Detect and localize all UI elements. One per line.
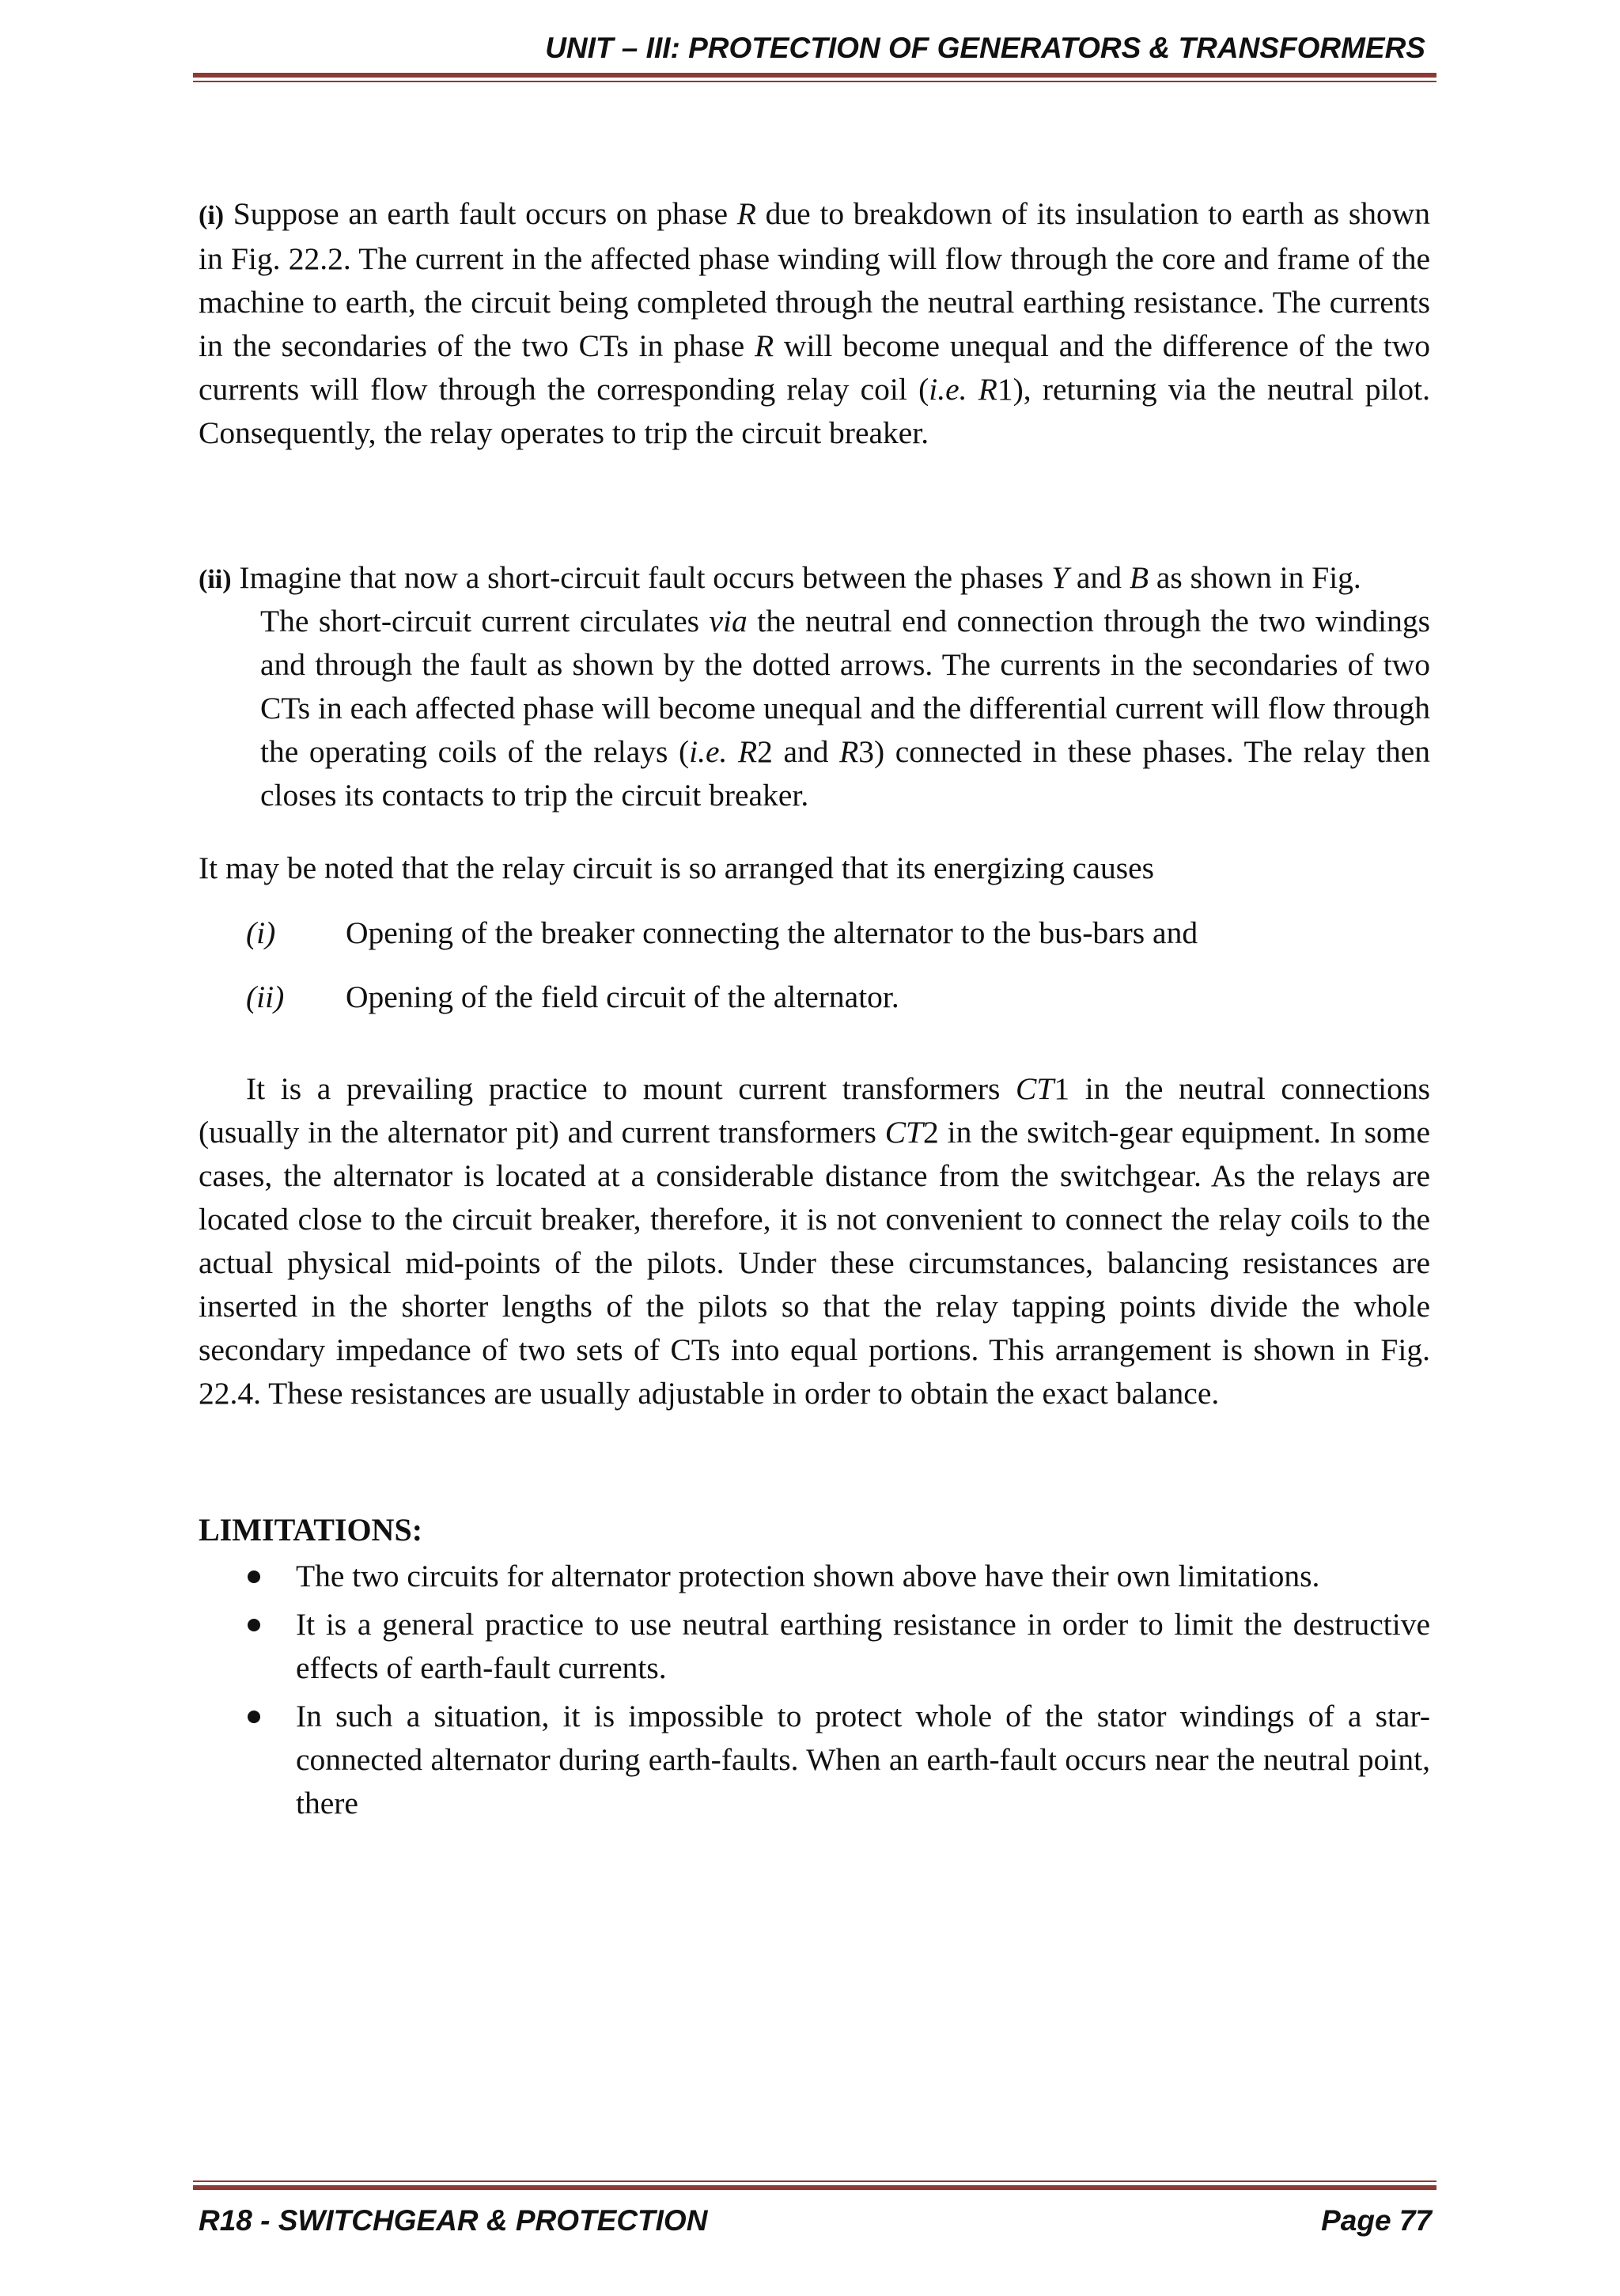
paragraph-ii: (ii) Imagine that now a short-circuit fault occurs between the phases Y and B as shown in Fig. bbox=[199, 560, 1361, 595]
note-intro: It may be noted that the relay circuit is so arranged that its energizing causes bbox=[199, 851, 1154, 885]
list-item-text: Opening of the field circuit of the alternator. bbox=[346, 979, 899, 1014]
footer-rule-thick bbox=[193, 2185, 1436, 2190]
header-title: UNIT – III: PROTECTION OF GENERATORS & TRANSFORMERS bbox=[545, 32, 1425, 64]
limitations-heading: LIMITATIONS: bbox=[199, 1512, 423, 1548]
list-item-label: (i) bbox=[246, 915, 276, 950]
footer-course-title: R18 - SWITCHGEAR & PROTECTION bbox=[199, 2204, 708, 2237]
paragraph-ii-body: The short-circuit current circulates via the neutral end connection through the two windings and through the fault as shown by the dotted arrows. The currents in the secondaries of two CTs in each affected phase will become unequal and the differential current will flow through the operating coils of the relays (i.e. R2 and R3) connected in these phases. The relay then closes its contacts to trip the circuit breaker. bbox=[260, 604, 1430, 813]
bullet-dot bbox=[248, 1619, 260, 1631]
bullet-dot bbox=[248, 1711, 260, 1723]
paragraph-ii-label: (ii) bbox=[199, 565, 232, 594]
bullet-item: It is a general practice to use neutral earthing resistance in order to limit the destructive effects of earth-fault currents. bbox=[296, 1607, 1430, 1685]
paragraph-practice: It is a prevailing practice to mount current transformers CT1 in the neutral connections (usually in the alternator pit) and current transformers CT2 in the switch-gear equipment. In some cases, the alternator is located at a considerable distance from the switchgear. As the relays are located close to the circuit breaker, therefore, it is not convenient to connect the relay coils to the actual physical mid-points of the pilots. Under these circumstances, balancing resistances are inserted in the shorter lengths of the pilots so that the relay tapping points divide the whole secondary impedance of two sets of CTs into equal portions. This arrangement is shown in Fig. 22.4. These resistances are usually adjustable in order to obtain the exact balance. bbox=[199, 1071, 1430, 1411]
bullet-dot bbox=[248, 1570, 260, 1583]
header-rule-thin bbox=[193, 81, 1436, 82]
bullet-item: In such a situation, it is impossible to protect whole of the stator windings of a star-connected alternator during earth-faults. When an earth-fault occurs near the neutral point, there bbox=[296, 1699, 1430, 1821]
list-item-text: Opening of the breaker connecting the alternator to the bus-bars and bbox=[346, 915, 1198, 950]
footer-rule-thin bbox=[193, 2180, 1436, 2182]
paragraph-i: (i) Suppose an earth fault occurs on phase R due to breakdown of its insulation to earth as shown in Fig. 22.2. The current in the affected phase winding will flow through the core and frame of the machine to earth, the circuit being completed through the neutral earthing resistance. The currents in the secondaries of the two CTs in phase R will become unequal and the difference of the two currents will flow through the corresponding relay coil (i.e. R1), returning via the neutral pilot. Consequently, the relay operates to trip the circuit breaker. bbox=[199, 196, 1431, 450]
page-number: Page 77 bbox=[1321, 2204, 1432, 2237]
paragraph-i-label: (i) bbox=[199, 201, 225, 230]
bullet-item: The two circuits for alternator protection shown above have their own limitations. bbox=[296, 1559, 1320, 1593]
list-item-label: (ii) bbox=[246, 979, 285, 1014]
header-rule-thick bbox=[193, 73, 1436, 78]
